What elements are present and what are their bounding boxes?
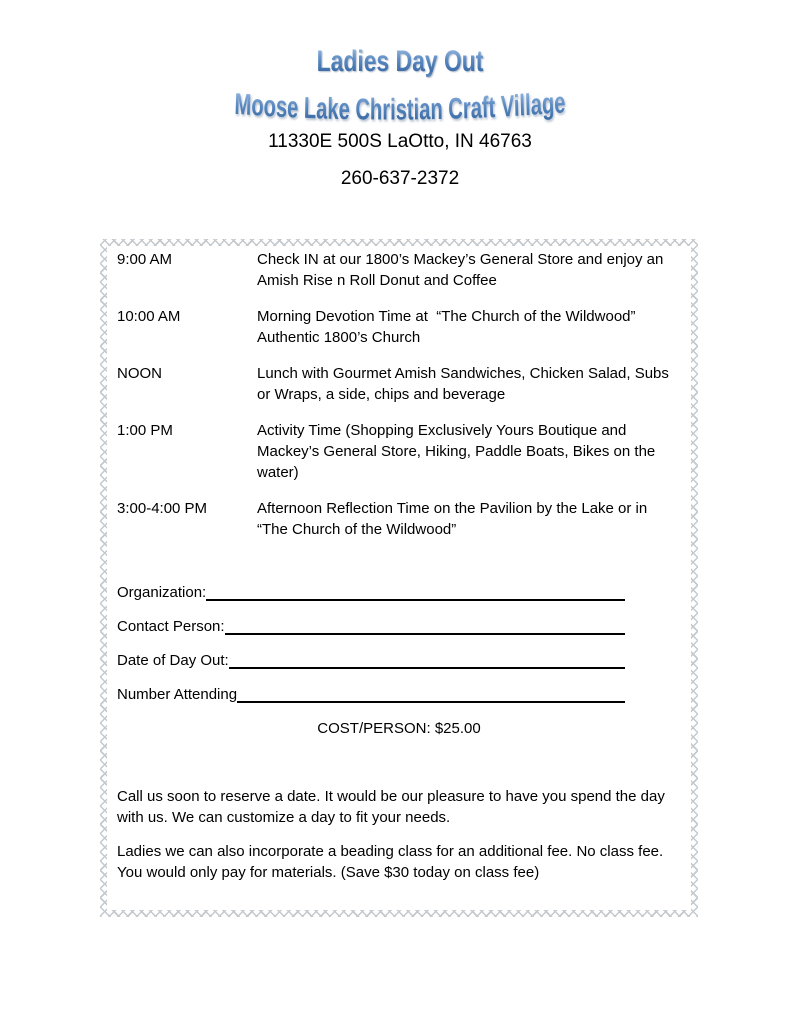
form-row-date-of-day-out bbox=[117, 650, 625, 671]
schedule-row bbox=[117, 498, 681, 540]
reservation-form bbox=[117, 582, 681, 739]
schedule-description: Afternoon Reflection Time on the Pavilion by the Lake or in “The Church of the Wildwood” bbox=[257, 500, 652, 538]
page-title: Ladies Day Out bbox=[316, 44, 484, 78]
schedule-time: 9:00 AM bbox=[117, 251, 173, 268]
organization-fill-line bbox=[206, 582, 625, 601]
schedule-time: 10:00 AM bbox=[117, 308, 181, 325]
contact-person-label: Contact Person: bbox=[117, 618, 225, 635]
contact-person-fill-line bbox=[225, 616, 625, 635]
schedule-description: Morning Devotion Time at “The Church of the Wildwood” Authentic 1800’s Church bbox=[257, 308, 639, 346]
date-of-day-out-fill-line bbox=[229, 650, 625, 669]
schedule-description: Activity Time (Shopping Exclusively Yours Boutique and Mackey’s General Store, Hiking, Paddle Boats, Bikes on the water) bbox=[257, 422, 660, 481]
schedule-row bbox=[117, 420, 681, 483]
schedule-row bbox=[117, 306, 681, 348]
decorative-squiggle-border bbox=[100, 239, 698, 917]
number-attending-label: Number Attending bbox=[117, 686, 238, 703]
schedule-time: 3:00-4:00 PM bbox=[117, 500, 208, 517]
number-attending-fill-line bbox=[237, 684, 625, 703]
organization-label: Organization: bbox=[117, 584, 207, 601]
date-of-day-out-label: Date of Day Out: bbox=[117, 652, 229, 669]
page-subtitle: Moose Lake Christian Craft Village bbox=[234, 86, 566, 127]
beading-class-note: Ladies we can also incorporate a beading class for an additional fee. No class fee. You would only pay for materials. (Save $30 today on class fee) bbox=[117, 843, 664, 881]
schedule-row bbox=[117, 249, 681, 291]
flyer-content-box bbox=[107, 246, 691, 910]
schedule-time: 1:00 PM bbox=[117, 422, 173, 439]
schedule-row bbox=[117, 363, 681, 405]
address-line: 11330E 500S LaOtto, IN 46763 bbox=[268, 131, 532, 152]
schedule-time: NOON bbox=[117, 365, 162, 382]
cost-per-person: COST/PERSON: $25.00 bbox=[317, 720, 481, 737]
schedule-description: Check IN at our 1800’s Mackey’s General Store and enjoy an Amish Rise n Roll Donut and Coffee bbox=[257, 251, 667, 289]
phone-number: 260-637-2372 bbox=[340, 168, 460, 189]
form-row-organization bbox=[117, 582, 625, 603]
form-row-contact-person bbox=[117, 616, 625, 637]
svg-text:Moose Lake Christian Craft Vil bbox=[234, 86, 566, 126]
title-wordart bbox=[293, 38, 507, 82]
schedule-description: Lunch with Gourmet Amish Sandwiches, Chicken Salad, Subs or Wraps, a side, chips and beverage bbox=[257, 365, 674, 403]
form-row-number-attending bbox=[117, 684, 625, 705]
reserve-date-note: Call us soon to reserve a date. It would be our pleasure to have you spend the day with us. We can customize a day to fit your needs. bbox=[117, 788, 665, 826]
notes-section bbox=[117, 786, 677, 896]
